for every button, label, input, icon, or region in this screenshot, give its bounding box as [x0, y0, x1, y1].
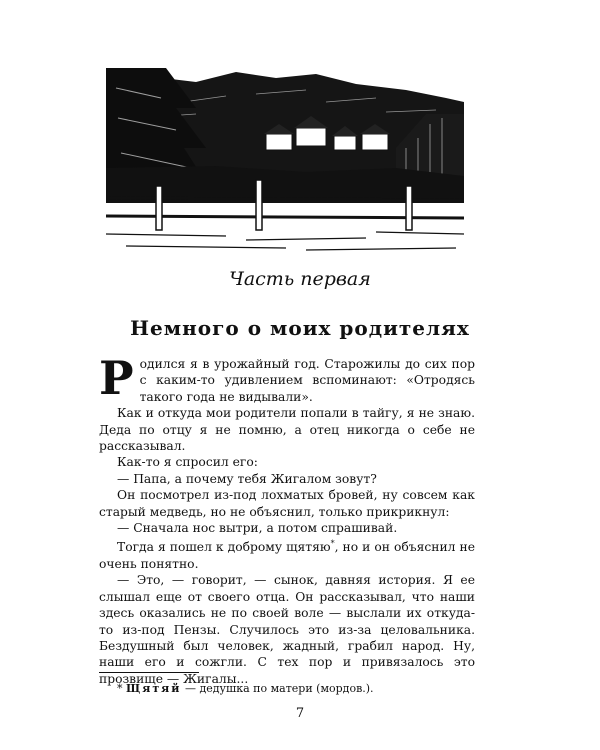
paragraph: Он посмотрел из-под лохматых бровей, ну совсем как старый медведь, но не объяснил, только прикрикнул:: [99, 488, 475, 519]
footnote-divider: [99, 672, 199, 673]
footnote-marker: *: [330, 539, 335, 549]
paragraph: — Папа, а почему тебя Жигалом зовут?: [117, 471, 377, 486]
paragraph: Родился я в урожайный год. Старожилы до сих пор с каким-то удивлением вспоминают: «Отродясь такого года не видывали».: [99, 351, 475, 405]
chapter-title: Немного о моих родителях: [130, 316, 470, 340]
paragraph: Тогда я пошел к доброму щятяю*, но и он объяснил не очень понятно.: [99, 539, 475, 571]
paragraph: — Это, — говорит, — сынок, давняя история. Я ее слышал еще от своего отца. Он рассказывал, что наши здесь оказались не по своей воле — выслали их откуда-то из-под Пензы. Случилось это из-за целовальника. Бездушный был человек, жадный, грабил народ. Ну, наши его и сожгли. С тех пор и привязалось это прозвище — Жигалы...: [99, 573, 475, 686]
winter-village-illustration: [106, 68, 464, 256]
paragraph: Как и откуда мои родители попали в тайгу, я не знаю. Деда по отцу я не помню, а отец никогда о себе не рассказывал.: [99, 406, 475, 454]
paragraph: Как-то я спросил его:: [117, 455, 258, 470]
body-text: [99, 351, 475, 687]
paragraph: — Сначала нос вытри, а потом спрашивай.: [117, 521, 398, 536]
drop-cap: Р: [99, 351, 134, 405]
footnote: * Щятяй — дедушка по матери (мордов.).: [117, 682, 374, 695]
part-title: Часть первая: [229, 268, 371, 290]
page-number: 7: [295, 706, 305, 721]
